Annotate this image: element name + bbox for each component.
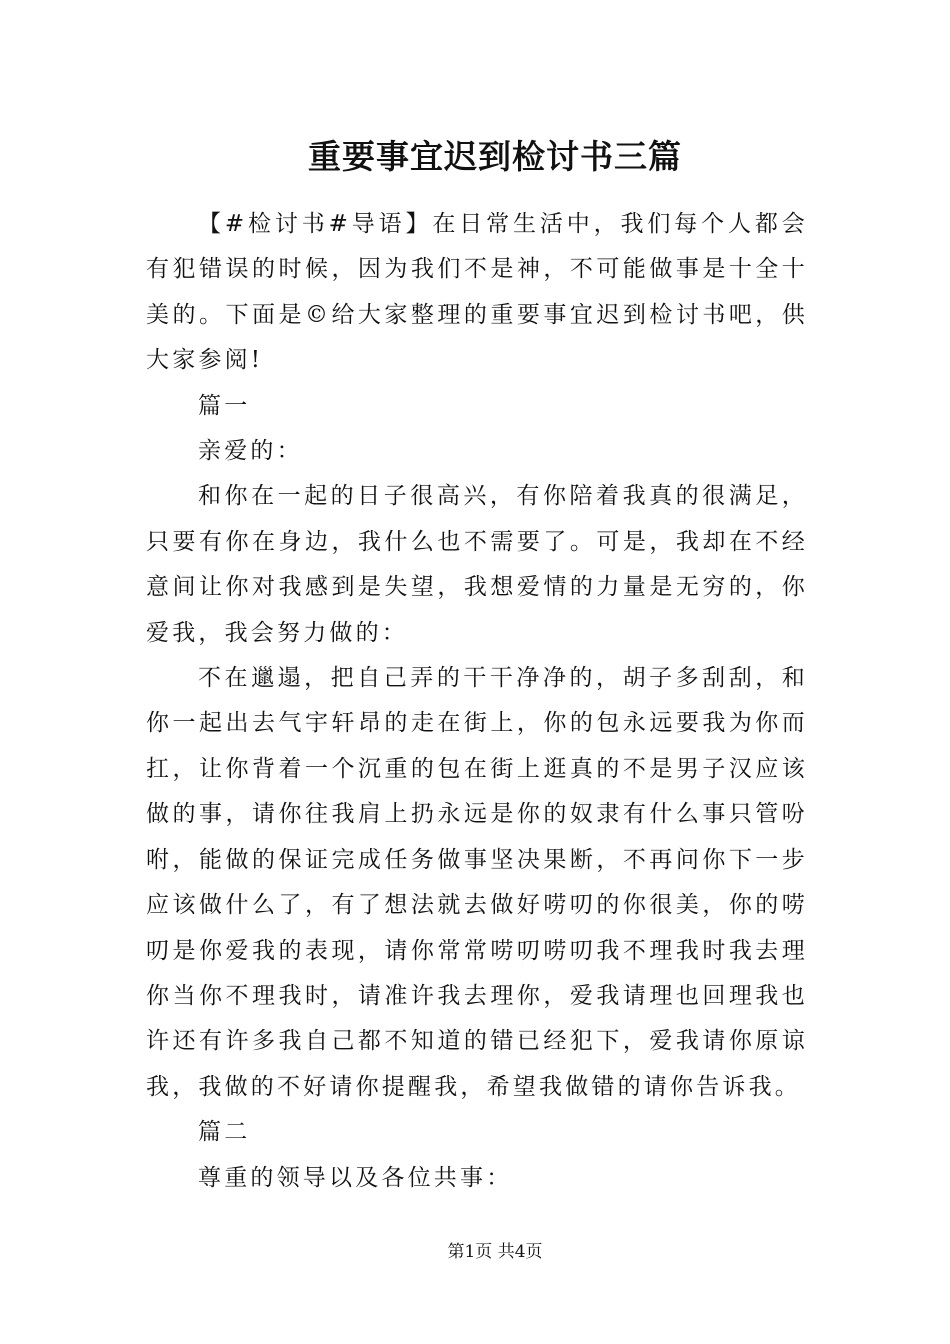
- body-paragraph-1: 和你在一起的日子很高兴，有你陪着我真的很满足，只要有你在身边，我什么也不需要了。可是，我却在不经意间让你对我感到是失望，我想爱情的力量是无穷的，你爱我，我会努力做的：: [146, 483, 808, 646]
- intro-paragraph: 【#检讨书#导语】在日常生活中，我们每个人都会有犯错误的时候，因为我们不是神，不可能做事是十全十美的。下面是©给大家整理的重要事宜迟到检讨书吧，供大家参阅!: [146, 211, 808, 374]
- body-paragraph-2: 不在邋遢，把自己弄的干干净净的，胡子多刮刮，和你一起出去气宇轩昂的走在街上，你的包永远要我为你而扛，让你背着一个沉重的包在街上逛真的不是男子汉应该做的事，请你往我肩上扔永远是你的奴隶有什么事只管吩咐，能做的保证完成任务做事坚决果断，不再问你下一步应该做什么了，有了想法就去做好唠叨的你很美，你的唠叨是你爱我的表现，请你常常唠叨唠叨我不理我时我去理你当你不理我时，请准许我去理你，爱我请理也回理我也许还有许多我自己都不知道的错已经犯下，爱我请你原谅我，我做的不好请你提醒我，希望我做错的请你告诉我。: [146, 665, 808, 1100]
- salutation-1: 亲爱的：: [198, 438, 303, 465]
- document-body: [146, 202, 808, 1201]
- section-heading-2: 篇二: [198, 1119, 251, 1146]
- document-title: 重要事宜迟到检讨书三篇: [308, 137, 682, 176]
- page-number-footer: 第1页 共4页: [447, 1242, 543, 1262]
- salutation-2: 尊重的领导以及各位共事：: [198, 1164, 513, 1191]
- section-heading-1: 篇一: [198, 392, 251, 419]
